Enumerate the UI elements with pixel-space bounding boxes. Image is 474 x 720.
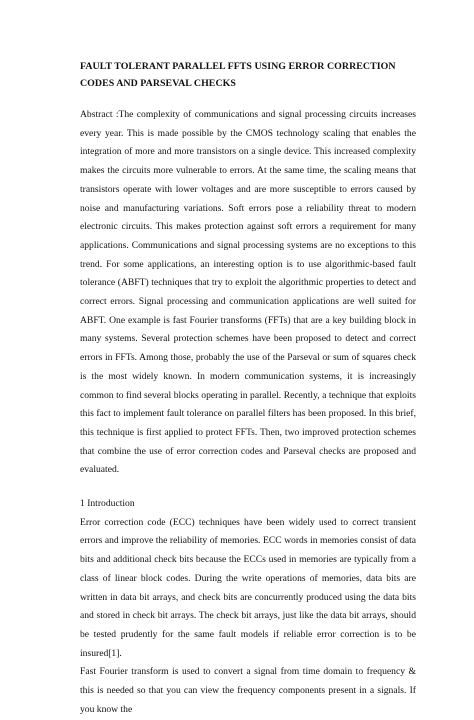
document-body: [80, 58, 416, 720]
abstract-paragraph: Abstract :The complexity of communications and signal processing circuits increases every year. This is made possible by the CMOS technology scaling that enables the integration of more and more transistors on a single device. This increased complexity makes the circuits more vulnerable to errors. At the same time, the scaling means that transistors operate with lower voltages and are more susceptible to errors caused by noise and manufacturing variations. Soft errors pose a reliability threat to modern electronic circuits. This makes protection against soft errors a requirement for many applications. Communications and signal processing systems are no exceptions to this trend. For some applications, an interesting option is to use algorithmic-based fault tolerance (ABFT) techniques that try to exploit the algorithmic properties to detect and correct errors. Signal processing and communication applications are well suited for ABFT. One example is fast Fourier transforms (FFTs) that are a key building block in many systems. Several protection schemes have been proposed to detect and correct errors in FFTs. Among those, probably the use of the Parseval or sum of squares check is the most widely known. In modern communication systems, it is increasingly common to find several blocks operating in parallel. Recently, a technique that exploits this fact to implement fault tolerance on parallel filters has been proposed. In this brief, this technique is first applied to protect FFTs. Then, two improved protection schemes that combine the use of error correction codes and Parseval checks are proposed and evaluated.: [80, 109, 416, 476]
intro-paragraph-1: Error correction code (ECC) techniques have been widely used to correct transient errors and improve the reliability of memories. ECC words in memories consist of data bits and additional check bits because the ECCs used in memories are typically from a class of linear block codes. During the write operations of memories, data bits are written in data bit arrays, and check bits are concurrently produced using the data bits and stored in check bit arrays. The check bit arrays, just like the data bit arrays, should be tested prudently for the same fault models if reliable error correction is to be insured[1].: [80, 516, 416, 659]
section-heading: 1 Introduction: [80, 498, 135, 510]
intro-paragraph-2: Fast Fourier transform is used to convert a signal from time domain to frequency & this is needed so that you can view the frequency components present in a signals. If you know the: [80, 666, 416, 715]
paper-title: FAULT TOLERANT PARALLEL FFTS USING ERROR CORRECTION CODES AND PARSEVAL CHECKS: [80, 61, 396, 89]
